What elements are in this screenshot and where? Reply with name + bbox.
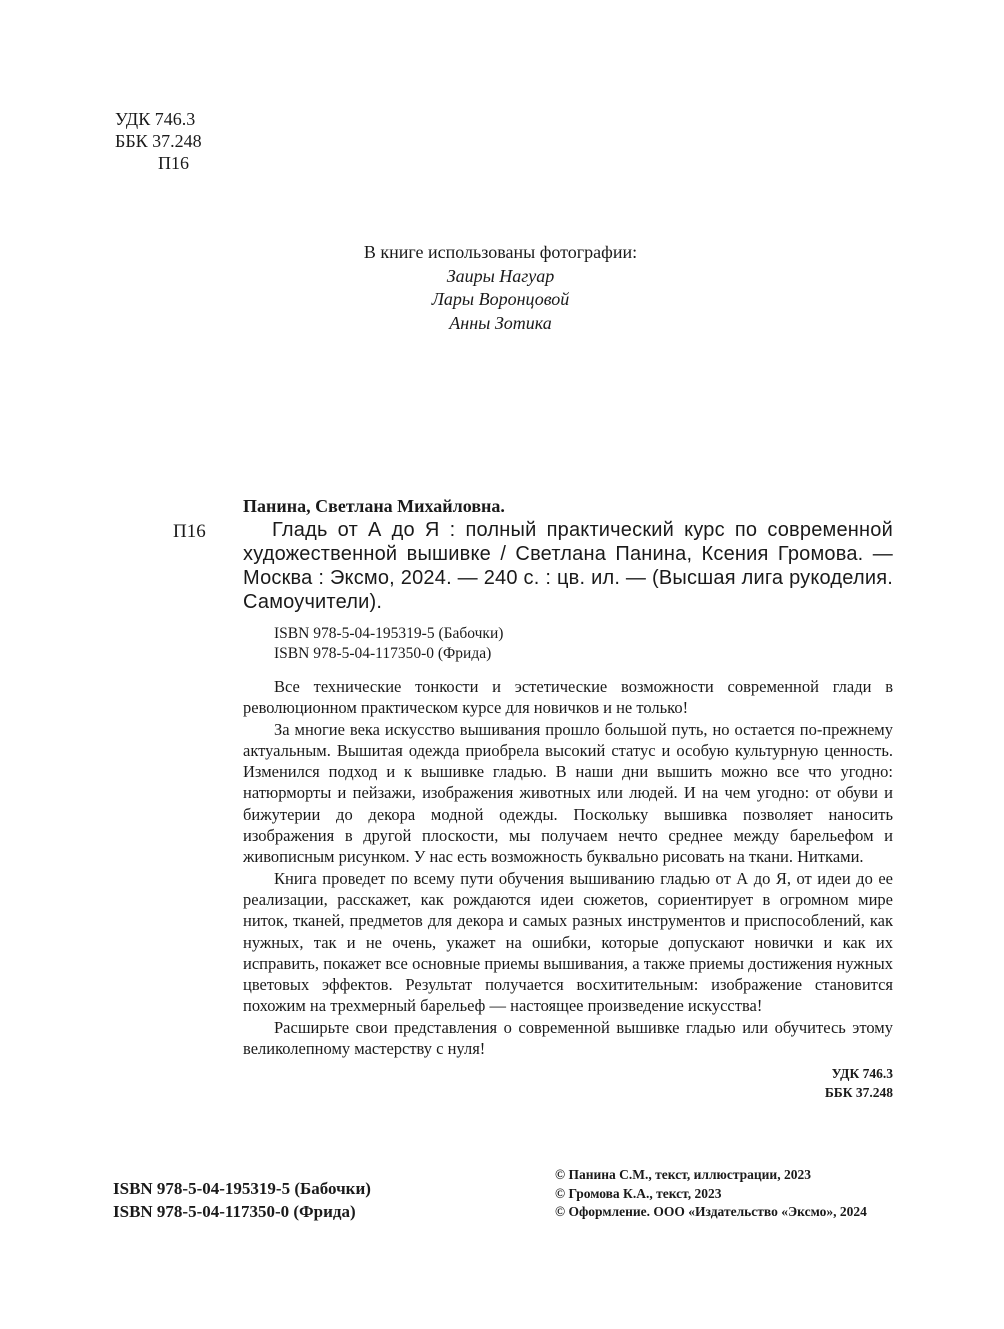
photo-credits — [240, 241, 761, 335]
annotation-paragraph: За многие века искусство вышивания прошло большой путь, но остается по-прежнему актуальным. Вышитая одежда приобрела высокий статус и особую культурную ценность. Изменился подход и к вышивке гладью. В наши дни вышить можно все что угодно: натюрморты и пейзажи, изображения животных или людей. И на чем угодно: от обуви и бижутерии до декора модной одежды. Поскольку вышивка позволяет наносить изображения в другой плоскости, мы получаем нечто среднее между барельефом и живописным рисунком. У нас есть возможность буквально рисовать на ткани. Нитками. — [243, 719, 893, 867]
cutter-code: П16 — [158, 153, 189, 173]
classification-codes — [115, 108, 202, 174]
annotation — [243, 676, 893, 1102]
footer-isbn: ISBN 978-5-04-195319-5 (Бабочки) — [113, 1179, 371, 1198]
copyright-line: © Громова К.А., текст, 2023 — [555, 1185, 722, 1201]
record-isbn-list — [274, 624, 503, 664]
annotation-codes — [243, 1064, 893, 1102]
footer-isbn-block — [113, 1177, 371, 1223]
annotation-bbk: ББК 37.248 — [824, 1085, 893, 1101]
footer-isbn: ISBN 978-5-04-117350-0 (Фрида) — [113, 1202, 356, 1221]
record-cutter: П16 — [173, 521, 206, 542]
bbk-code: ББК 37.248 — [115, 131, 202, 151]
photo-credits-intro: В книге использованы фотографии: — [363, 242, 638, 262]
photographer-name: Анны Зотика — [449, 312, 552, 333]
record-isbn: ISBN 978-5-04-117350-0 (Фрида) — [274, 645, 492, 662]
annotation-paragraph: Все технические тонкости и эстетические возможности современной глади в революционном практическом курсе для новичков и не только! — [243, 677, 893, 718]
bibliographic-description: Гладь от А до Я : полный практический курс по современной художественной вышивке / Светлана Панина, Ксения Громова. — Москва : Эксмо, 2024. — 240 с. : цв. ил. — (Высшая лига рукоделия. Самоучители). — [243, 519, 893, 613]
record-isbn: ISBN 978-5-04-195319-5 (Бабочки) — [274, 625, 504, 642]
copyright-line: © Панина С.М., текст, иллюстрации, 2023 — [555, 1167, 811, 1182]
annotation-paragraph: Книга проведет по всему пути обучения вышиванию гладью от А до Я, от идеи до ее реализации, расскажет, как рождаются идеи сюжетов, сориентирует в огромном мире ниток, тканей, предметов для декора и самых разных инструментов и приспособлений, как нужных, так и не очень, укажет на ошибки, которые допускают новички и как их исправить, покажет все основные приемы вышивания, а также приемы достижения нужных цветовых эффектов. Результат получается восхитительным: изображение становится похожим на трехмерный барельеф — настоящее произведение искусства! — [243, 868, 893, 1016]
udk-code: УДК 746.3 — [115, 109, 196, 129]
photographer-name: Заиры Нагуар — [446, 265, 555, 286]
copyright-block — [555, 1166, 867, 1222]
annotation-udk: УДК 746.3 — [831, 1066, 893, 1082]
record-author: Панина, Светлана Михайловна. — [243, 496, 505, 516]
copyright-line: © Оформление. ООО «Издательство «Эксмо», 2024 — [555, 1204, 867, 1219]
annotation-paragraph: Расширьте свои представления о современной вышивке гладью или обучитесь этому великолепному мастерству с нуля! — [243, 1017, 893, 1059]
photographer-name: Лары Воронцовой — [431, 289, 570, 309]
